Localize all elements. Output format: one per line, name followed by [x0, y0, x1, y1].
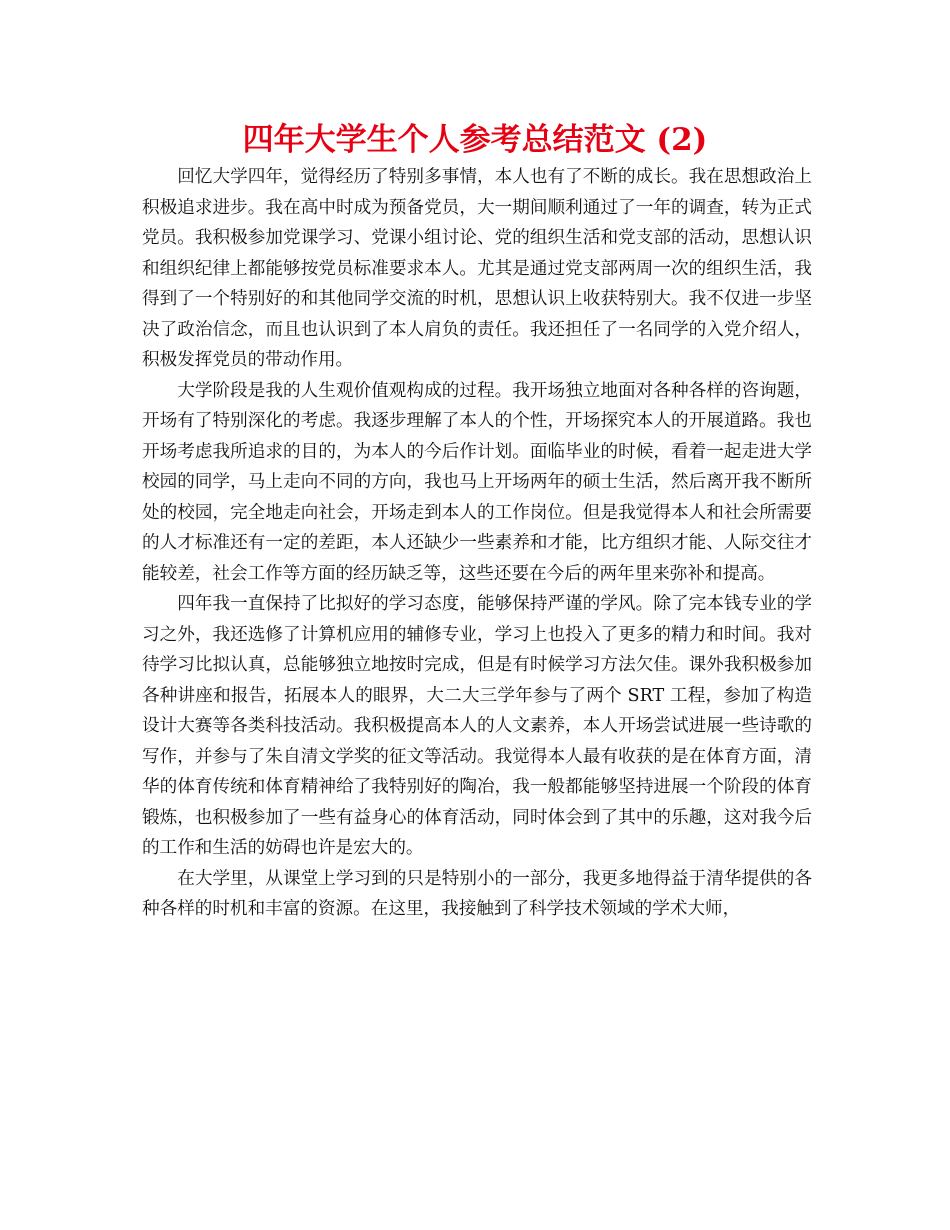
paragraph: 大学阶段是我的人生观价值观构成的过程。我开场独立地面对各种各样的咨询题，开场有了特别深化的考虑。我逐步理解了本人的个性，开场探究本人的开展道路。我也开场考虑我所追求的目的，为本人的今后作计划。面临毕业的时候，看着一起走进大学校园的同学，马上走向不同的方向，我也马上开场两年的硕士生活，然后离开我不断所处的校园，完全地走向社会，开场走到本人的工作岗位。但是我觉得本人和社会所需要的人才标准还有一定的差距，本人还缺少一些素养和才能，比方组织才能、人际交往才能较差，社会工作等方面的经历缺乏等，这些还要在今后的两年里来弥补和提高。 [142, 380, 812, 584]
paragraph: 回忆大学四年，觉得经历了特别多事情，本人也有了不断的成长。我在思想政治上积极追求进步。我在高中时成为预备党员，大一期间顺利通过了一年的调查，转为正式党员。我积极参加党课学习、党课小组讨论、党的组织生活和党支部的活动，思想认识和组织纪律上都能够按党员标准要求本人。尤其是通过党支部两周一次的组织生活，我得到了一个特别好的和其他同学交流的时机，思想认识上收获特别大。我不仅进一步坚决了政治信念，而且也认识到了本人肩负的责任。我还担任了一名同学的入党介绍人，积极发挥党员的带动作用。 [142, 167, 812, 370]
paragraph: 在大学里，从课堂上学习到的只是特别小的一部分，我更多地得益于清华提供的各种各样的时机和丰富的资源。在这里，我接触到了科学技术领域的学术大师， [142, 868, 812, 919]
document-title: 四年大学生个人参考总结范文 (2) [242, 122, 708, 158]
paragraph: 四年我一直保持了比拟好的学习态度，能够保持严谨的学风。除了完本钱专业的学习之外，我还选修了计算机应用的辅修专业，学习上也投入了更多的精力和时间。我对待学习比拟认真，总能够独立地按时完成，但是有时候学习方法欠佳。课外我积极参加各种讲座和报告，拓展本人的眼界，大二大三学年参与了两个 SRT 工程，参加了构造设计大赛等各类科技活动。我积极提高本人的人文素养，本人开场尝试进展一些诗歌的写作，并参与了朱自清文学奖的征文等活动。我觉得本人最有收获的是在体育方面，清华的体育传统和体育精神给了我特别好的陶冶，我一般都能够坚持进展一个阶段的体育锻炼，也积极参加了一些有益身心的体育活动，同时体会到了其中的乐趣，这对我今后的工作和生活的妨碍也许是宏大的。 [142, 594, 812, 858]
document-body [142, 162, 812, 925]
